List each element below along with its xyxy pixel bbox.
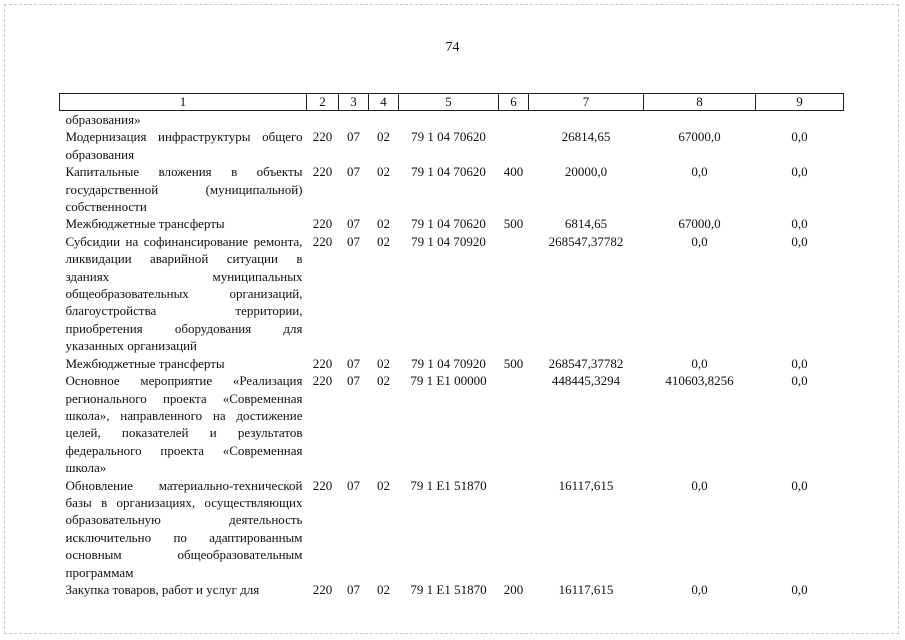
section-code: 220 bbox=[312, 581, 333, 597]
value-col7: 26814,65 bbox=[561, 129, 611, 145]
value-col7: 448445,3294 bbox=[551, 373, 621, 389]
row-name: Субсидии на софинансирование ремонта, ликвидации аварийной ситуации в зданиях муниципальных общеобразовательных организаций, благоустройства территории, приобретения оборудования для указанных организаций bbox=[65, 233, 303, 354]
value-col9: 0,0 bbox=[791, 581, 808, 597]
column-header: 8 bbox=[644, 94, 756, 111]
target-code: 79 1 E1 51870 bbox=[410, 477, 487, 493]
target-code: 79 1 04 70620 bbox=[411, 164, 486, 180]
chapter-code: 07 bbox=[347, 129, 360, 145]
section-code: 220 bbox=[312, 373, 333, 389]
chapter-code: 07 bbox=[347, 164, 360, 180]
section-code: 220 bbox=[312, 355, 333, 371]
value-col7: 16117,615 bbox=[558, 477, 614, 493]
value-col8: 0,0 bbox=[691, 477, 708, 493]
subsection-code: 02 bbox=[377, 373, 390, 389]
value-col7: 20000,0 bbox=[564, 164, 608, 180]
target-code: 79 1 04 70620 bbox=[411, 129, 486, 145]
table-row bbox=[60, 355, 844, 372]
table-row bbox=[60, 128, 844, 163]
section-code bbox=[307, 111, 339, 129]
row-name: Капитальные вложения в объекты государственной (муниципальной) собственности bbox=[65, 164, 303, 215]
subsection-code: 02 bbox=[377, 216, 390, 232]
subsection-code: 02 bbox=[377, 355, 390, 371]
table-row bbox=[60, 477, 844, 581]
value-col9: 0,0 bbox=[791, 477, 808, 493]
value-col8: 0,0 bbox=[691, 355, 708, 371]
value-col9: 0,0 bbox=[791, 216, 808, 232]
page-number: 74 bbox=[445, 40, 460, 55]
value-col8: 67000,0 bbox=[678, 216, 721, 232]
chapter-code: 07 bbox=[347, 373, 360, 389]
expense-type bbox=[499, 233, 529, 355]
target-code: 79 1 E1 00000 bbox=[410, 373, 487, 389]
target-code: 79 1 04 70620 bbox=[411, 216, 486, 232]
expense-type bbox=[499, 111, 529, 129]
target-code: 79 1 E1 51870 bbox=[410, 581, 487, 597]
subsection-code: 02 bbox=[377, 164, 390, 180]
chapter-code: 07 bbox=[347, 477, 360, 493]
column-header: 6 bbox=[499, 94, 529, 111]
table-row bbox=[60, 372, 844, 476]
column-header: 9 bbox=[756, 94, 844, 111]
expense-type bbox=[499, 128, 529, 163]
value-col8: 0,0 bbox=[691, 581, 708, 597]
subsection-code bbox=[369, 111, 399, 129]
expense-type: 200 bbox=[503, 581, 524, 597]
header-row bbox=[60, 94, 844, 111]
chapter-code: 07 bbox=[347, 581, 360, 597]
value-col8: 67000,0 bbox=[678, 129, 721, 145]
section-code: 220 bbox=[312, 216, 333, 232]
value-col8: 0,0 bbox=[691, 164, 708, 180]
target-code bbox=[399, 111, 499, 129]
value-col9: 0,0 bbox=[791, 373, 808, 389]
subsection-code: 02 bbox=[377, 581, 390, 597]
table-row bbox=[60, 581, 844, 598]
expense-type: 500 bbox=[503, 216, 524, 232]
subsection-code: 02 bbox=[377, 233, 390, 249]
row-name: Межбюджетные трансферты bbox=[65, 216, 225, 232]
value-col8: 410603,8256 bbox=[665, 373, 734, 389]
chapter-code: 07 bbox=[347, 216, 360, 232]
row-name: Обновление материально-технической базы в организациях, осуществляющих образовательную деятельность исключительно по адаптированным основным общеобразовательным программам bbox=[65, 477, 303, 580]
value-col7 bbox=[529, 111, 644, 129]
budget-table bbox=[59, 93, 844, 598]
section-code: 220 bbox=[312, 129, 333, 145]
column-header: 3 bbox=[339, 94, 369, 111]
subsection-code: 02 bbox=[377, 477, 390, 493]
value-col9: 0,0 bbox=[791, 233, 808, 249]
target-code: 79 1 04 70920 bbox=[411, 355, 486, 371]
expense-type bbox=[499, 372, 529, 476]
expense-type bbox=[499, 477, 529, 581]
value-col7: 268547,37782 bbox=[548, 355, 624, 371]
row-name: Основное мероприятие «Реализация регионального проекта «Современная школа», направленного на достижение целей, показателей и результатов федерального проекта «Современная школа» bbox=[65, 373, 303, 476]
expense-type: 400 bbox=[503, 164, 524, 180]
row-name: Закупка товаров, работ и услуг для bbox=[65, 581, 260, 597]
table-row bbox=[60, 163, 844, 215]
target-code: 79 1 04 70920 bbox=[411, 233, 486, 249]
chapter-code: 07 bbox=[347, 233, 360, 249]
table-row bbox=[60, 215, 844, 232]
chapter-code bbox=[339, 111, 369, 129]
table-row bbox=[60, 111, 844, 129]
section-code: 220 bbox=[312, 477, 333, 493]
value-col9 bbox=[756, 111, 844, 129]
column-header: 5 bbox=[399, 94, 499, 111]
expense-type: 500 bbox=[503, 355, 524, 371]
row-name: образования» bbox=[65, 112, 141, 127]
subsection-code: 02 bbox=[377, 129, 390, 145]
value-col9: 0,0 bbox=[791, 164, 808, 180]
chapter-code: 07 bbox=[347, 355, 360, 371]
table-row bbox=[60, 233, 844, 355]
section-code: 220 bbox=[312, 164, 333, 180]
value-col9: 0,0 bbox=[791, 129, 808, 145]
value-col8: 0,0 bbox=[691, 233, 708, 249]
column-header: 7 bbox=[529, 94, 644, 111]
value-col9: 0,0 bbox=[791, 355, 808, 371]
value-col7: 16117,615 bbox=[558, 581, 614, 597]
value-col7: 6814,65 bbox=[564, 216, 608, 232]
value-col7: 268547,37782 bbox=[548, 233, 624, 249]
column-header: 1 bbox=[60, 94, 307, 111]
column-header: 2 bbox=[307, 94, 339, 111]
row-name: Модернизация инфраструктуры общего образования bbox=[65, 129, 303, 162]
section-code: 220 bbox=[312, 233, 333, 249]
column-header: 4 bbox=[369, 94, 399, 111]
value-col8 bbox=[644, 111, 756, 129]
row-name: Межбюджетные трансферты bbox=[65, 355, 225, 371]
